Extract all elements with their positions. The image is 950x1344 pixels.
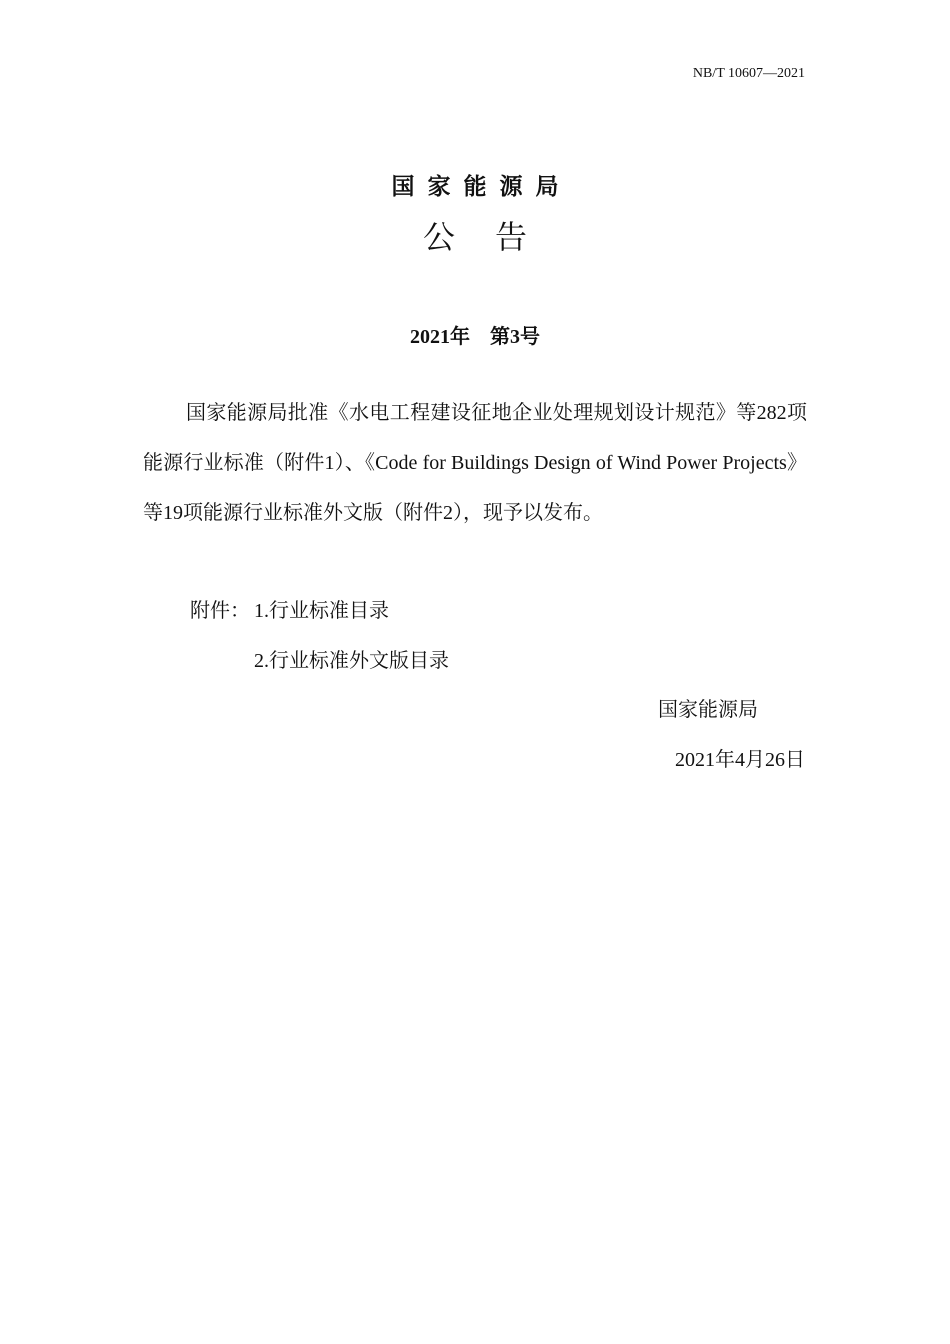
standard-code: NB/T 10607—2021 (692, 66, 805, 81)
issuer-title: 国家能源局 (391, 174, 572, 200)
issue-number: 2021年 第3号 (410, 326, 540, 348)
signature-organization: 国家能源局 (658, 699, 758, 721)
announcement-paragraph: 国家能源局批准《水电工程建设征地企业处理规划设计规范》等282项能源行业标准（附件1）、《Code for Buildings Design of Wind Power Projects》等19项能源行业标准外文版（附件2），现予以发布。 (143, 402, 807, 524)
attachment-item-2: 2.行业标准外文版目录 (254, 650, 449, 672)
attachments-label: 附件： (190, 600, 250, 622)
document-type-title: 公告 (422, 218, 567, 256)
attachment-item-1: 1.行业标准目录 (254, 600, 389, 622)
signature-date: 2021年4月26日 (675, 749, 805, 771)
